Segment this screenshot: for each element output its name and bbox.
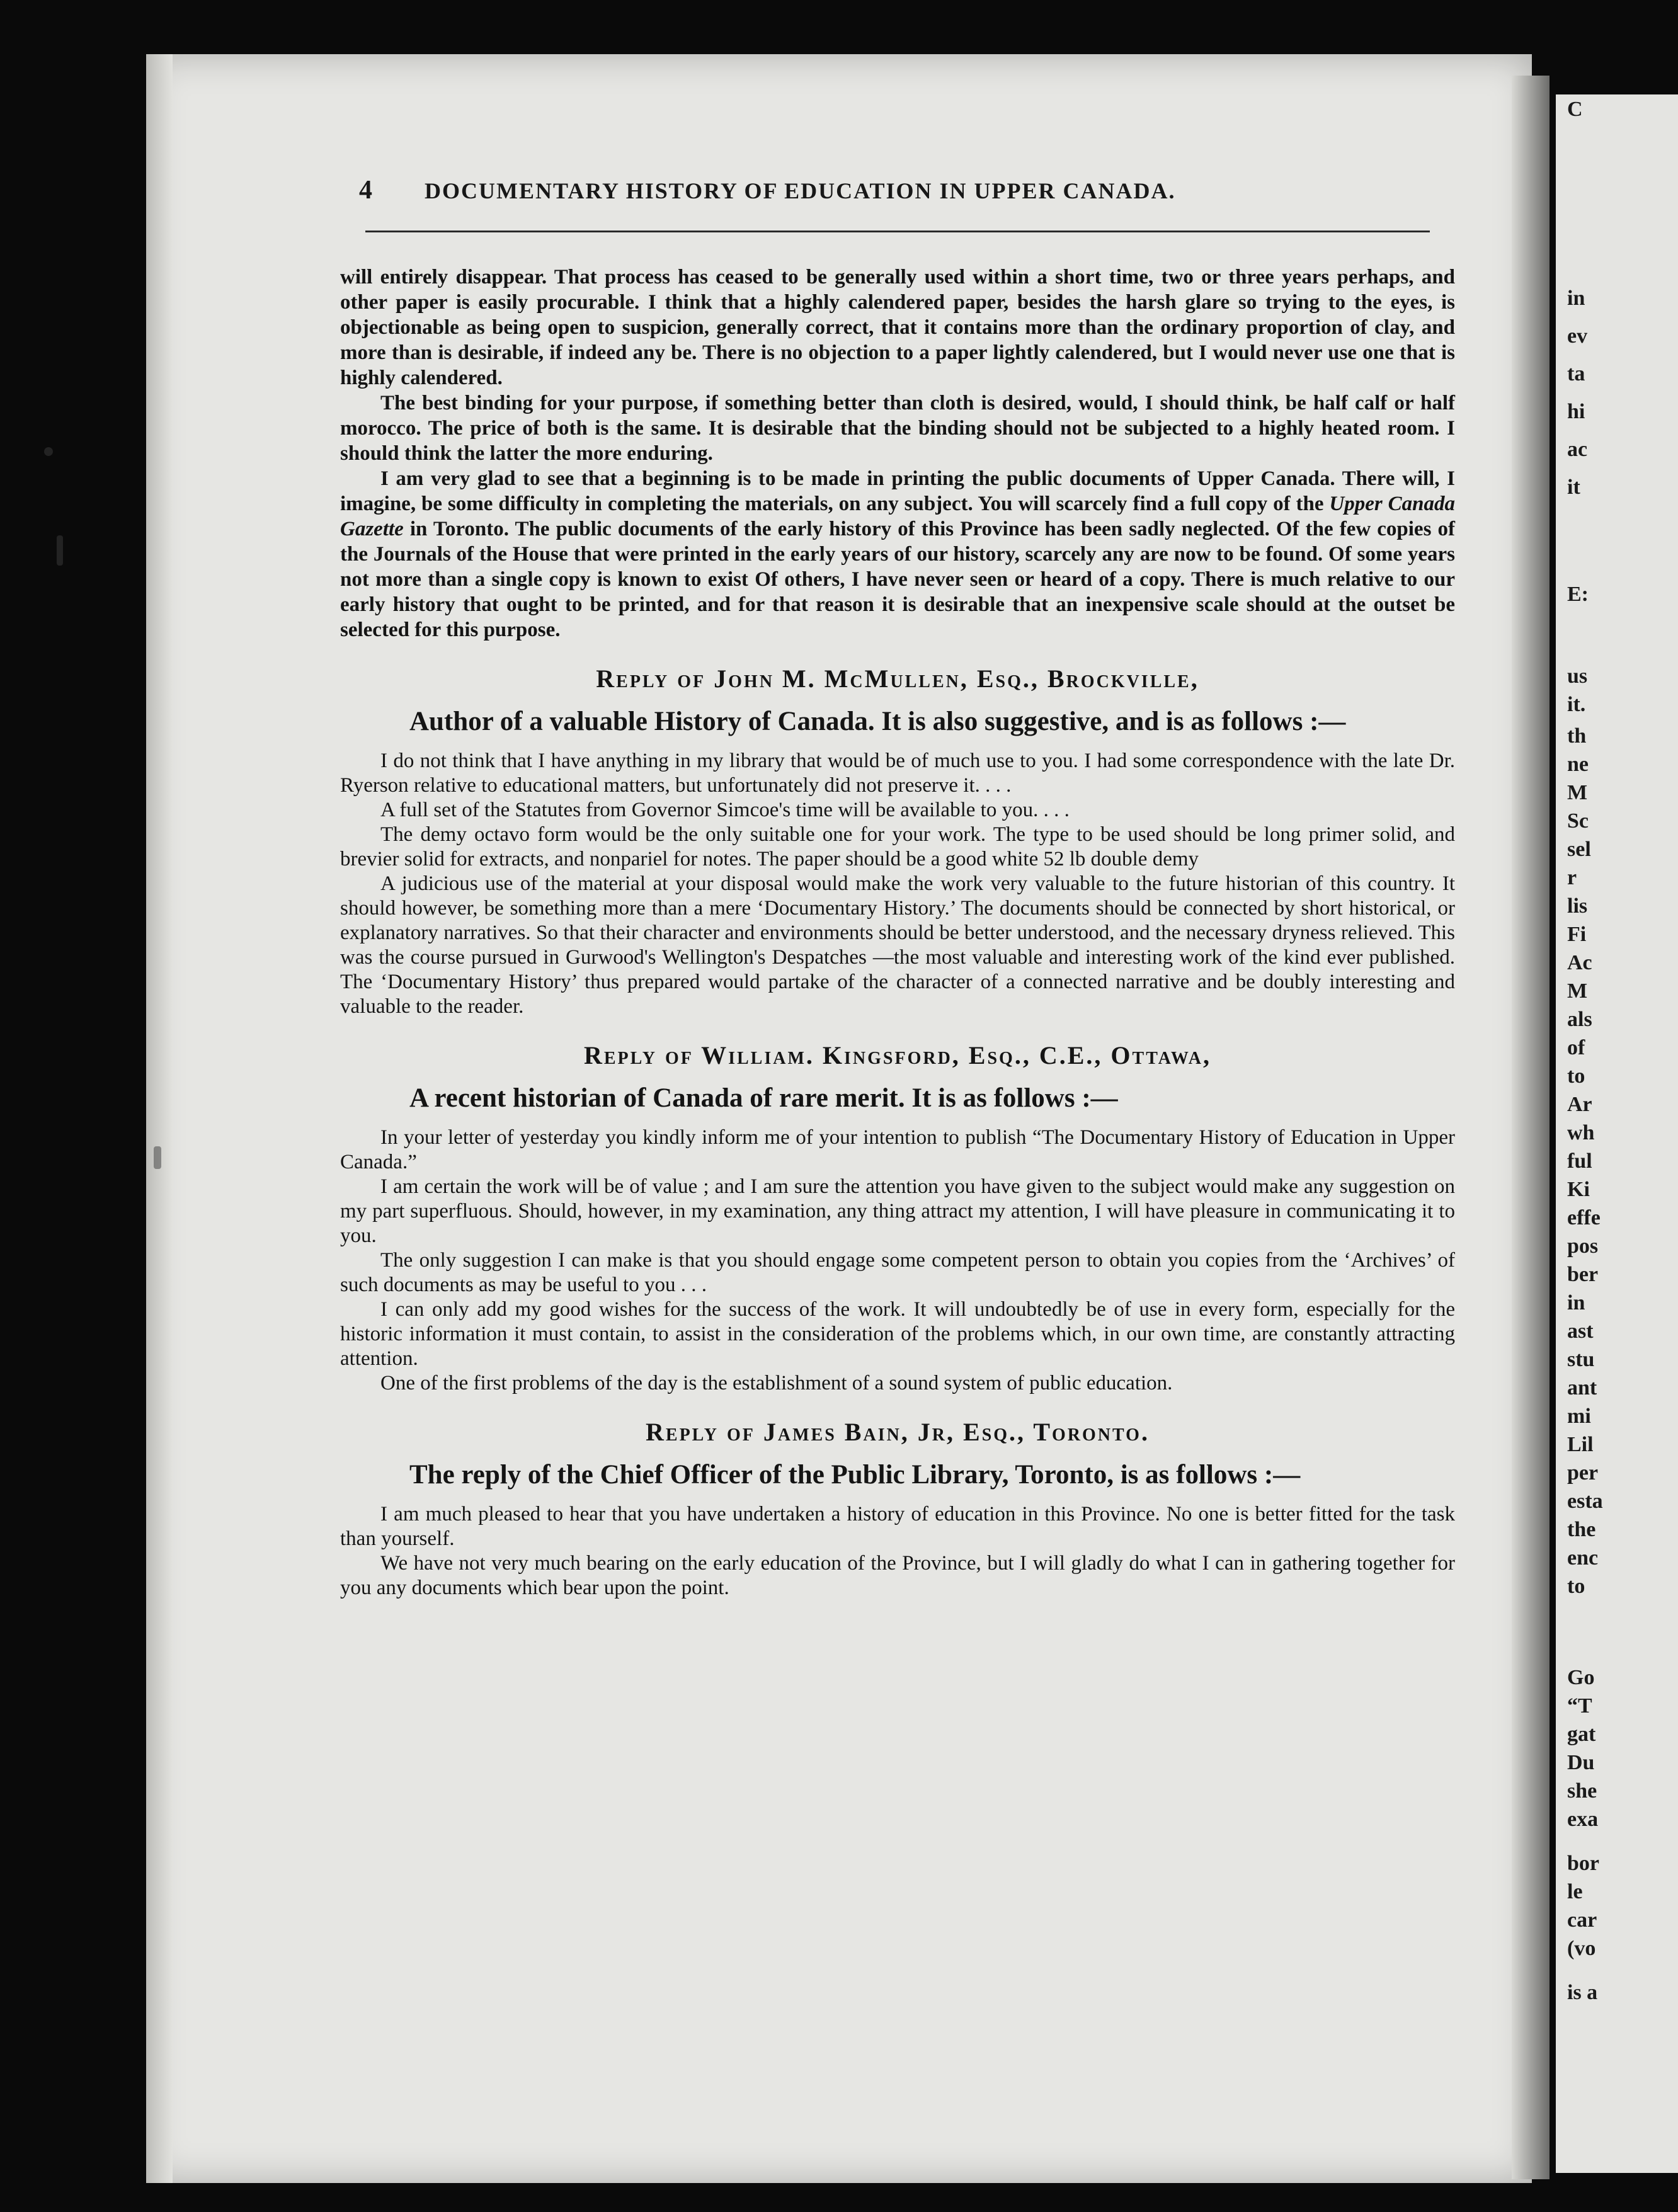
facing-page-text: of bbox=[1567, 1036, 1585, 1059]
section-heading-bain: Reply of James Bain, Jr, Esq., Toronto. bbox=[646, 1418, 1150, 1446]
letter-paragraph: In your letter of yesterday you kindly inform me of your intention to publish “The Documentary History of Education in Upper Canada.” bbox=[340, 1126, 1455, 1173]
text-run: I am very glad to see that a beginning is to be made in printing the public documents of Upper Canada. There will, I imagine, be some difficulty in completing the materials, on any subject. You will scarcely find a full copy of the bbox=[340, 467, 1455, 515]
facing-page-text: effe bbox=[1567, 1206, 1601, 1229]
facing-page-text: enc bbox=[1567, 1546, 1599, 1570]
letter-paragraph: One of the first problems of the day is the establishment of a sound system of public education. bbox=[380, 1372, 1173, 1394]
facing-page-text: Ac bbox=[1567, 951, 1592, 974]
facing-page-text: Ar bbox=[1567, 1093, 1592, 1116]
facing-page-text: ful bbox=[1567, 1149, 1592, 1173]
facing-page-text: Go bbox=[1567, 1666, 1595, 1689]
facing-page-text: mi bbox=[1567, 1405, 1591, 1428]
facing-page-text: ac bbox=[1567, 438, 1588, 461]
facing-page-text: hi bbox=[1567, 400, 1585, 423]
facing-page-text: pos bbox=[1567, 1234, 1599, 1258]
section-intro: A recent historian of Canada of rare merit. It is as follows :— bbox=[409, 1083, 1118, 1113]
facing-page-text: in bbox=[1567, 1291, 1585, 1314]
facing-page-text: ast bbox=[1567, 1320, 1594, 1343]
facing-page-text: le bbox=[1567, 1880, 1583, 1903]
letter-paragraph: The demy octavo form would be the only suitable one for your work. The type to be used should be long primer solid, and brevier solid for extracts, and nonpariel for notes. The paper should be a good white 52 lb double demy bbox=[340, 823, 1455, 870]
body-paragraph bbox=[340, 466, 1455, 642]
facing-page-text: “T bbox=[1567, 1694, 1592, 1718]
facing-page-text: sel bbox=[1567, 838, 1591, 861]
facing-page-text: lis bbox=[1567, 894, 1588, 918]
page-right-edge bbox=[1512, 76, 1550, 2179]
running-title: DOCUMENTARY HISTORY OF EDUCATION IN UPPER CANADA. bbox=[425, 178, 1176, 203]
facing-page-text: Lil bbox=[1567, 1433, 1594, 1456]
facing-page-text: ant bbox=[1567, 1376, 1597, 1400]
letter-paragraph: We have not very much bearing on the early education of the Province, but I will gladly do what I can in gathering together for you any documents which bear upon the point. bbox=[340, 1552, 1455, 1599]
facing-page-text: it bbox=[1567, 476, 1580, 499]
facing-page-text: th bbox=[1567, 724, 1587, 748]
section-heading-kingsford: Reply of William. Kingsford, Esq., C.E., Ottawa, bbox=[583, 1041, 1212, 1069]
letter-paragraph: A full set of the Statutes from Governor Simcoe's time will be available to you. . . . bbox=[380, 799, 1070, 821]
letter-paragraph: A judicious use of the material at your disposal would make the work very valuable to the future historian of this country. It should however, be something more than a mere ‘Documentary History.’ The documents should be connected by short historical, or explanatory narratives. So that their character and environments should be better understood, and the necessary dryness relieved. This was the course pursued in Gurwood's Wellington's Despatches —the most valuable and interesting work of the kind ever published. The ‘Documentary History’ thus prepared would partake of the character of a connected narrative and be doubly interesting and valuable to the reader. bbox=[340, 872, 1455, 1018]
facing-page-text: she bbox=[1567, 1779, 1597, 1803]
running-head bbox=[359, 175, 1304, 205]
facing-page-text: (vo bbox=[1567, 1937, 1596, 1960]
facing-page-fragment bbox=[1556, 94, 1678, 2173]
page-number: 4 bbox=[359, 176, 374, 205]
header-rule bbox=[365, 231, 1430, 232]
letter-paragraph: I can only add my good wishes for the success of the work. It will undoubtedly be of use in every form, especially for the historic information it must contain, to assist in the consideration of the problems which, in our own time, are constantly attracting attention. bbox=[340, 1298, 1455, 1370]
facing-page-text: ber bbox=[1567, 1263, 1599, 1286]
letter-bain bbox=[340, 1502, 1455, 1600]
page-body bbox=[340, 265, 1455, 1600]
facing-page-text: Sc bbox=[1567, 809, 1589, 833]
section-intro: Author of a valuable History of Canada. It is also suggestive, and is as follows :— bbox=[409, 707, 1346, 736]
letter-paragraph: I am much pleased to hear that you have undertaken a history of education in this Province. No one is better fitted for the task than yourself. bbox=[340, 1503, 1455, 1550]
facing-page-text: us bbox=[1567, 664, 1588, 688]
facing-page-text: C bbox=[1567, 98, 1583, 121]
letter-kingsford bbox=[340, 1126, 1455, 1396]
facing-page-text: Ki bbox=[1567, 1178, 1590, 1201]
letter-paragraph: The only suggestion I can make is that you should engage some competent person to obtain you copies from the ‘Archives’ of such documents as may be useful to you . . . bbox=[340, 1249, 1455, 1296]
facing-page-text: r bbox=[1567, 866, 1577, 889]
gazette-title: Upper Canada Gazette bbox=[340, 493, 1455, 540]
facing-page-text: Du bbox=[1567, 1751, 1595, 1774]
page-gutter-edge bbox=[146, 54, 173, 2183]
facing-page-text: ta bbox=[1567, 362, 1585, 385]
facing-page-text: E: bbox=[1567, 583, 1589, 606]
facing-page-text: it. bbox=[1567, 693, 1586, 716]
facing-page-text: to bbox=[1567, 1064, 1585, 1088]
margin-mark bbox=[154, 1146, 161, 1169]
facing-page-text: wh bbox=[1567, 1121, 1595, 1144]
facing-page-text: als bbox=[1567, 1008, 1592, 1031]
facing-page-text: stu bbox=[1567, 1348, 1595, 1371]
letter-paragraph: I do not think that I have anything in my library that would be of much use to you. I had some correspondence with the late Dr. Ryerson relative to educational matters, but unfortunately did not preserve it. . . . bbox=[340, 750, 1455, 797]
facing-page-text: ne bbox=[1567, 753, 1589, 776]
facing-page-text: esta bbox=[1567, 1490, 1603, 1513]
facing-page-text: in bbox=[1567, 287, 1585, 310]
body-paragraph: will entirely disappear. That process has ceased to be generally used within a short time, two or three years perhaps, and other paper is easily procurable. I think that a highly calendered paper, besides the harsh glare so trying to the eyes, is objectionable as being open to suspicion, generally correct, that it contains more than the ordinary proportion of clay, and more than is desirable, if indeed any be. There is no objection to a paper lightly calendered, but I would never use one that is highly calendered. bbox=[340, 266, 1455, 389]
facing-page-text: car bbox=[1567, 1908, 1597, 1932]
body-paragraph: The best binding for your purpose, if something better than cloth is desired, would, I should think, be half calf or half morocco. The price of both is the same. It is desirable that the binding should not be subjected to a highly heated room. I should think the latter the more enduring. bbox=[340, 392, 1455, 465]
facing-page-text: M bbox=[1567, 781, 1588, 804]
facing-page-text: the bbox=[1567, 1518, 1596, 1541]
facing-page-text: exa bbox=[1567, 1808, 1599, 1831]
letter-mcmullen bbox=[340, 749, 1455, 1019]
facing-page-text: per bbox=[1567, 1461, 1599, 1485]
facing-page-text: Fi bbox=[1567, 923, 1587, 946]
facing-page-text: is a bbox=[1567, 1981, 1598, 2004]
letter-paragraph: I am certain the work will be of value ; and I am sure the attention you have given to the subject would make any suggestion on my part superfluous. Should, however, in my examination, any thing attract my attention, I will have pleasure in communicating it to you. bbox=[340, 1175, 1455, 1247]
facing-page-text: ev bbox=[1567, 324, 1588, 348]
facing-page-text: M bbox=[1567, 979, 1588, 1003]
facing-page-text: to bbox=[1567, 1575, 1585, 1598]
section-intro: The reply of the Chief Officer of the Public Library, Toronto, is as follows :— bbox=[409, 1460, 1301, 1490]
text-run: in Toronto. The public documents of the early history of this Province has been sadly neglected. Of the few copies of the Journals of the House that were printed in the early years of our history, scarcely any are now to be found. Of some years not more than a single copy is known to exist Of others, I have never seen or heard of a copy. There is much relative to our early history that ought to be printed, and for that reason it is desirable that an inexpensive scale should at the outset be selected for this purpose. bbox=[340, 518, 1455, 641]
facing-page-text: bor bbox=[1567, 1852, 1599, 1875]
margin-mark bbox=[57, 535, 63, 566]
section-heading-mcmullen: Reply of John M. McMullen, Esq., Brockville, bbox=[596, 664, 1199, 693]
facing-page-text: gat bbox=[1567, 1723, 1596, 1746]
margin-mark bbox=[44, 447, 53, 456]
